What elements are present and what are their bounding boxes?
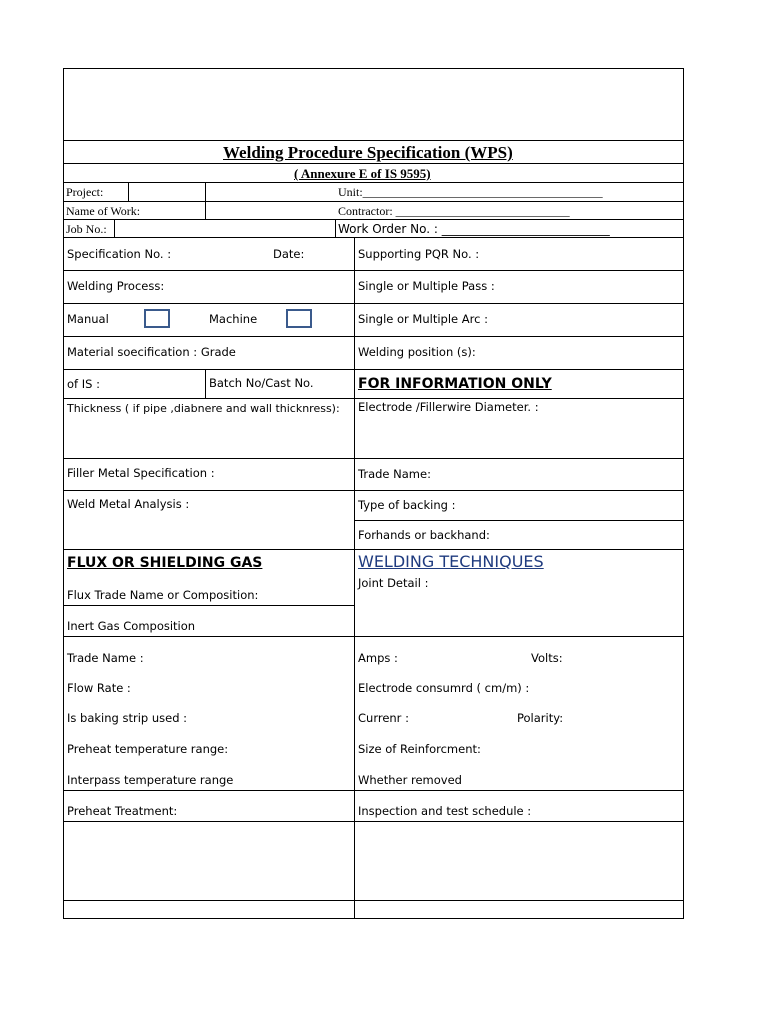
- rule: [354, 237, 355, 918]
- rule: [64, 336, 683, 337]
- rule: [128, 182, 129, 201]
- rule: [64, 490, 683, 491]
- rule: [64, 900, 683, 901]
- specification-no-label: Specification No. :: [67, 247, 172, 261]
- electrode-consumed-label: Electrode consumrd ( cm/m) :: [358, 681, 530, 695]
- single-multiple-arc-label: Single or Multiple Arc :: [358, 312, 488, 326]
- filler-metal-spec-label: Filler Metal Specification :: [67, 466, 215, 480]
- rule: [64, 270, 683, 271]
- rule: [64, 458, 683, 459]
- batch-no-label: Batch No/Cast No.: [209, 376, 314, 390]
- rule: [64, 201, 683, 202]
- rule: [64, 303, 683, 304]
- preheat-range-label: Preheat temperature range:: [67, 742, 229, 756]
- page-title: Welding Procedure Specification (WPS): [223, 143, 513, 162]
- current-label: Currenr :: [358, 711, 409, 725]
- machine-checkbox[interactable]: [286, 309, 312, 328]
- thickness-label: Thickness ( if pipe ,diabnere and wall thicknress):: [67, 402, 340, 415]
- inert-gas-label: Inert Gas Composition: [67, 619, 196, 633]
- material-spec-label: Material soecification : Grade: [67, 345, 236, 359]
- rule: [335, 219, 336, 237]
- rule: [114, 219, 115, 237]
- project-label: Project:: [66, 185, 104, 199]
- date-label: Date:: [273, 247, 305, 261]
- inspection-schedule-label: Inspection and test schedule :: [358, 804, 532, 818]
- rule: [64, 790, 683, 791]
- rule: [205, 182, 206, 219]
- type-of-backing-label: Type of backing :: [358, 498, 456, 512]
- rule: [64, 237, 683, 238]
- baking-strip-label: Is baking strip used :: [67, 711, 188, 725]
- rule: [64, 549, 683, 550]
- welding-process-label: Welding Process:: [67, 279, 165, 293]
- rule: [64, 398, 683, 399]
- rule: [64, 821, 683, 822]
- flux-section-heading: FLUX OR SHIELDING GAS: [67, 555, 263, 571]
- whether-removed-label: Whether removed: [358, 773, 462, 787]
- rule: [64, 140, 683, 141]
- rule: [205, 369, 206, 398]
- rule: [64, 636, 683, 637]
- name-of-work-label: Name of Work:: [66, 204, 141, 218]
- joint-detail-label: Joint Detail :: [358, 576, 429, 590]
- machine-label: Machine: [209, 312, 258, 326]
- welding-techniques-heading: WELDING TECHNIQUES: [358, 552, 544, 571]
- flow-rate-label: Flow Rate :: [67, 681, 131, 695]
- trade-name-label-right: Trade Name:: [358, 467, 431, 481]
- electrode-diameter-label: Electrode /Fillerwire Diameter. :: [358, 400, 539, 414]
- trade-name-label: Trade Name :: [67, 651, 144, 665]
- annexure-subtitle: ( Annexure E of IS 9595): [294, 166, 431, 181]
- info-only-heading: FOR INFORMATION ONLY: [358, 376, 552, 392]
- amps-label: Amps :: [358, 651, 398, 665]
- rule: [64, 219, 683, 220]
- rule: [354, 520, 683, 521]
- rule: [64, 163, 683, 164]
- manual-label: Manual: [67, 312, 109, 326]
- unit-label: Unit:________________________________________: [338, 185, 603, 199]
- weld-metal-analysis-label: Weld Metal Analysis :: [67, 497, 190, 511]
- job-no-label: Job No.:: [66, 222, 107, 236]
- supporting-pqr-label: Supporting PQR No. :: [358, 247, 480, 261]
- welding-position-label: Welding position (s):: [358, 345, 476, 359]
- rule: [64, 369, 683, 370]
- volts-label: Volts:: [531, 651, 563, 665]
- preheat-treatment-label: Preheat Treatment:: [67, 804, 178, 818]
- rule: [64, 182, 683, 183]
- rule: [64, 605, 354, 606]
- wps-form: [63, 68, 684, 919]
- polarity-label: Polarity:: [517, 711, 564, 725]
- forhands-backhand-label: Forhands or backhand:: [358, 528, 490, 542]
- flux-trade-name-label: Flux Trade Name or Composition:: [67, 588, 259, 602]
- of-is-label: of IS :: [67, 377, 100, 391]
- manual-checkbox[interactable]: [144, 309, 170, 328]
- single-multiple-pass-label: Single or Multiple Pass :: [358, 279, 495, 293]
- interpass-range-label: Interpass temperature range: [67, 773, 234, 787]
- size-reinforcement-label: Size of Reinforcment:: [358, 742, 481, 756]
- contractor-label: Contractor: _____________________________: [338, 204, 570, 218]
- work-order-label: Work Order No. : ____________________________: [338, 222, 610, 236]
